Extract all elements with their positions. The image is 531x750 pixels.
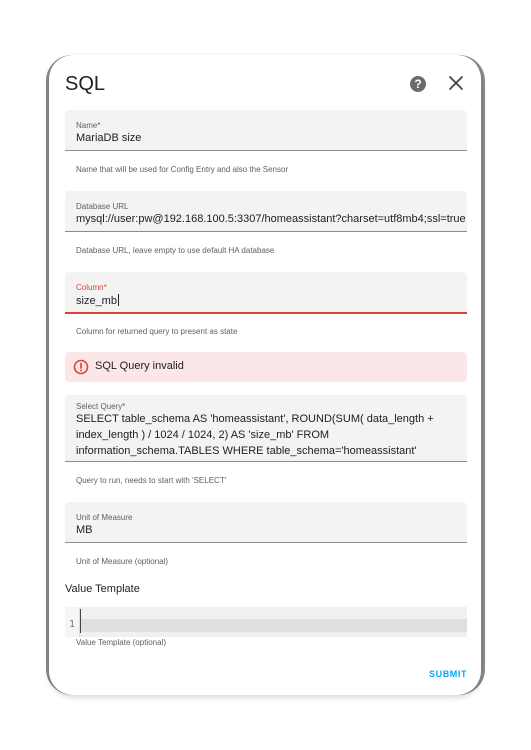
sql-config-dialog	[49, 55, 481, 695]
unit-of-measure-field-label: Unit of Measure	[76, 513, 133, 522]
dialog-title: SQL	[65, 73, 106, 95]
name-field-value: MariaDB size	[76, 132, 142, 144]
value-template-heading: Value Template	[65, 583, 140, 595]
close-icon[interactable]	[447, 74, 465, 92]
unit-of-measure-field-value: MB	[76, 524, 93, 536]
select-query-field[interactable]	[65, 395, 467, 462]
column-field-value-wrap	[76, 294, 119, 307]
text-cursor	[118, 294, 119, 306]
select-query-field-value: SELECT table_schema AS 'homeassistant', ROUND(SUM( data_length + index_length ) / 1024 / 1024, 2) AS 'size_mb' FROM information_schema.TABLES WHERE table_schema='homeassistant'	[76, 413, 434, 457]
database-url-field-label: Database URL	[76, 202, 129, 211]
database-url-helper-text: Database URL, leave empty to use default HA database	[76, 246, 275, 255]
select-query-field-label: Select Query*	[76, 402, 126, 411]
unit-of-measure-field[interactable]	[65, 502, 467, 543]
value-template-editor[interactable]	[65, 607, 467, 637]
column-helper-text: Column for returned query to present as state	[76, 327, 238, 336]
column-field[interactable]	[65, 272, 467, 314]
name-field-label: Name*	[76, 121, 101, 130]
column-field-value: size_mb	[76, 295, 117, 307]
error-message: SQL Query invalid	[95, 360, 184, 372]
active-line-highlight	[80, 619, 467, 632]
alert-circle-icon	[73, 359, 89, 375]
submit-button[interactable]: SUBMIT	[429, 669, 468, 679]
name-field[interactable]	[65, 110, 467, 151]
editor-cursor	[80, 609, 81, 633]
line-number-gutter	[65, 607, 80, 637]
line-number: 1	[69, 619, 76, 630]
help-icon[interactable]: ?	[410, 76, 426, 92]
error-alert	[65, 352, 467, 382]
column-field-label: Column*	[76, 283, 107, 292]
value-template-helper-text: Value Template (optional)	[76, 638, 166, 647]
unit-of-measure-helper-text: Unit of Measure (optional)	[76, 557, 169, 566]
database-url-field[interactable]	[65, 191, 467, 232]
database-url-field-value: mysql://user:pw@192.168.100.5:3307/homeassistant?charset=utf8mb4;ssl=true	[76, 213, 466, 225]
name-helper-text: Name that will be used for Config Entry and also the Sensor	[76, 165, 289, 174]
select-query-helper-text: Query to run, needs to start with 'SELECT'	[76, 476, 227, 485]
